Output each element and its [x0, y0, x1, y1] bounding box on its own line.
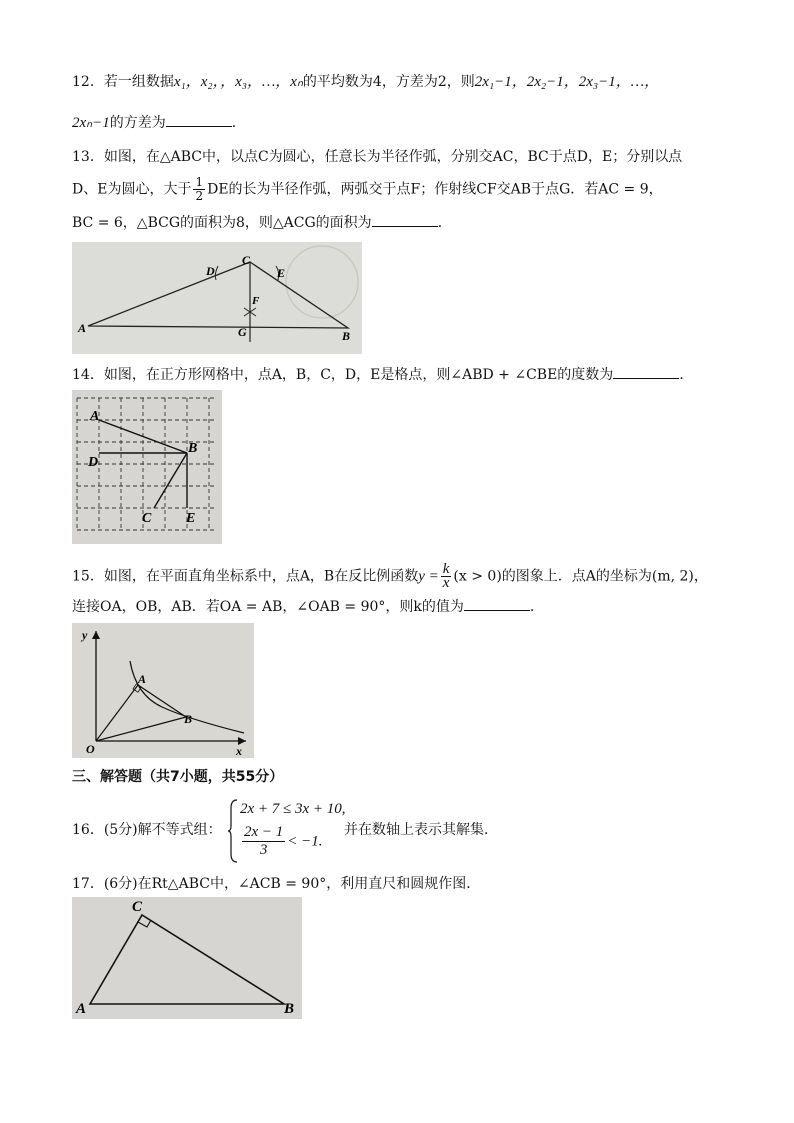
fraction-k-over-x: $\frac{k}{x}$ — [442, 561, 450, 591]
triangle-abc — [90, 915, 284, 1004]
label-e: E — [277, 266, 286, 280]
label-a: A — [78, 321, 87, 335]
label-b: B — [188, 441, 198, 456]
q15-figure — [72, 623, 254, 758]
answer-blank-15[interactable] — [464, 598, 530, 611]
answer-blank-12[interactable] — [166, 114, 232, 127]
inequality-2: $\frac{2x - 1}{3}$ < −1. — [244, 824, 323, 858]
q14-figure — [72, 390, 222, 544]
q15-line1: 15．如图，在平面直角坐标系中，点A，B在反比例函数y = $\frac{k}{x}$ (x > 0)的图象上．点A的坐标为(m, 2)， — [72, 561, 708, 591]
q14-grid-diagram — [72, 390, 222, 544]
label-y: y — [82, 628, 88, 642]
y-axis-arrow — [92, 631, 100, 639]
triangle-abc — [88, 262, 348, 328]
q16-prefix: 16．(5分)解不等式组： — [72, 822, 222, 838]
right-angle-mark — [138, 920, 151, 927]
fraction-half: $\frac{1}{2}$ — [195, 175, 204, 203]
label-x: x — [236, 744, 242, 758]
label-c: C — [242, 253, 251, 267]
answer-blank-13[interactable] — [372, 214, 438, 227]
stamp-mark — [286, 246, 358, 318]
q17-right-triangle — [72, 897, 302, 1019]
q14-line: 14．如图，在正方形网格中，点A，B，C，D，E是格点，则∠ABD + ∠CBE的度数为 ． — [72, 367, 694, 383]
label-b: B — [284, 1001, 295, 1017]
q17-text: 17．(6分)在Rt△ABC中，∠ACB = 90°，利用直尺和圆规作图． — [72, 876, 481, 892]
label-c: C — [132, 899, 143, 915]
arc-d — [215, 266, 218, 280]
triangle-oab — [96, 685, 186, 741]
q12-line1: 12．若一组数据x₁，x₂，，x₃，…，xₙ的平均数为4，方差为2，则2x₁−1，2x₂−1，2x₃−1，…， — [72, 74, 660, 90]
inequality-1: 2x + 7 ≤ 3x + 10, — [240, 801, 346, 817]
q15-coordinate-diagram — [72, 623, 254, 758]
label-d: D — [88, 455, 99, 470]
q12-line2: 2xₙ−1的方差为 ． — [72, 115, 246, 131]
label-a: A — [76, 1001, 87, 1017]
label-a: A — [90, 409, 100, 424]
section-heading: 三、解答题（共7小题，共55分） — [72, 769, 284, 785]
fraction-2x-1-over-3: $\frac{2x - 1}{3}$ — [244, 824, 284, 858]
label-f: F — [252, 295, 260, 307]
label-g: G — [238, 325, 247, 339]
q15-line2: 连接OA，OB，AB．若OA = AB，∠OAB = 90°，则k的值为 ． — [72, 599, 544, 615]
q16-suffix: 并在数轴上表示其解集． — [344, 822, 498, 838]
answer-blank-14[interactable] — [613, 366, 679, 379]
q13-line2: D、E为圆心，大于 $\frac{1}{2}$ DE的长为半径作弧，两弧交于点F；作射线CF交AB于点G．若AC = 9， — [72, 175, 663, 203]
q13-figure — [72, 242, 362, 354]
label-e: E — [186, 511, 196, 526]
q13-line1: 13．如图，在△ABC中，以点C为圆心，任意长为半径作弧，分别交AC，BC于点D，E；分别以点 — [72, 149, 683, 165]
system-brace — [227, 798, 239, 864]
q17-figure — [72, 897, 302, 1019]
label-b: B — [342, 329, 351, 343]
q13-triangle-diagram — [72, 242, 362, 354]
label-c: C — [142, 511, 152, 526]
label-d: D — [206, 264, 215, 278]
label-a: A — [138, 672, 147, 686]
q13-line3: BC = 6，△BCG的面积为8，则△ACG的面积为 ． — [72, 215, 452, 231]
label-o: O — [86, 742, 95, 756]
label-b: B — [184, 712, 193, 726]
